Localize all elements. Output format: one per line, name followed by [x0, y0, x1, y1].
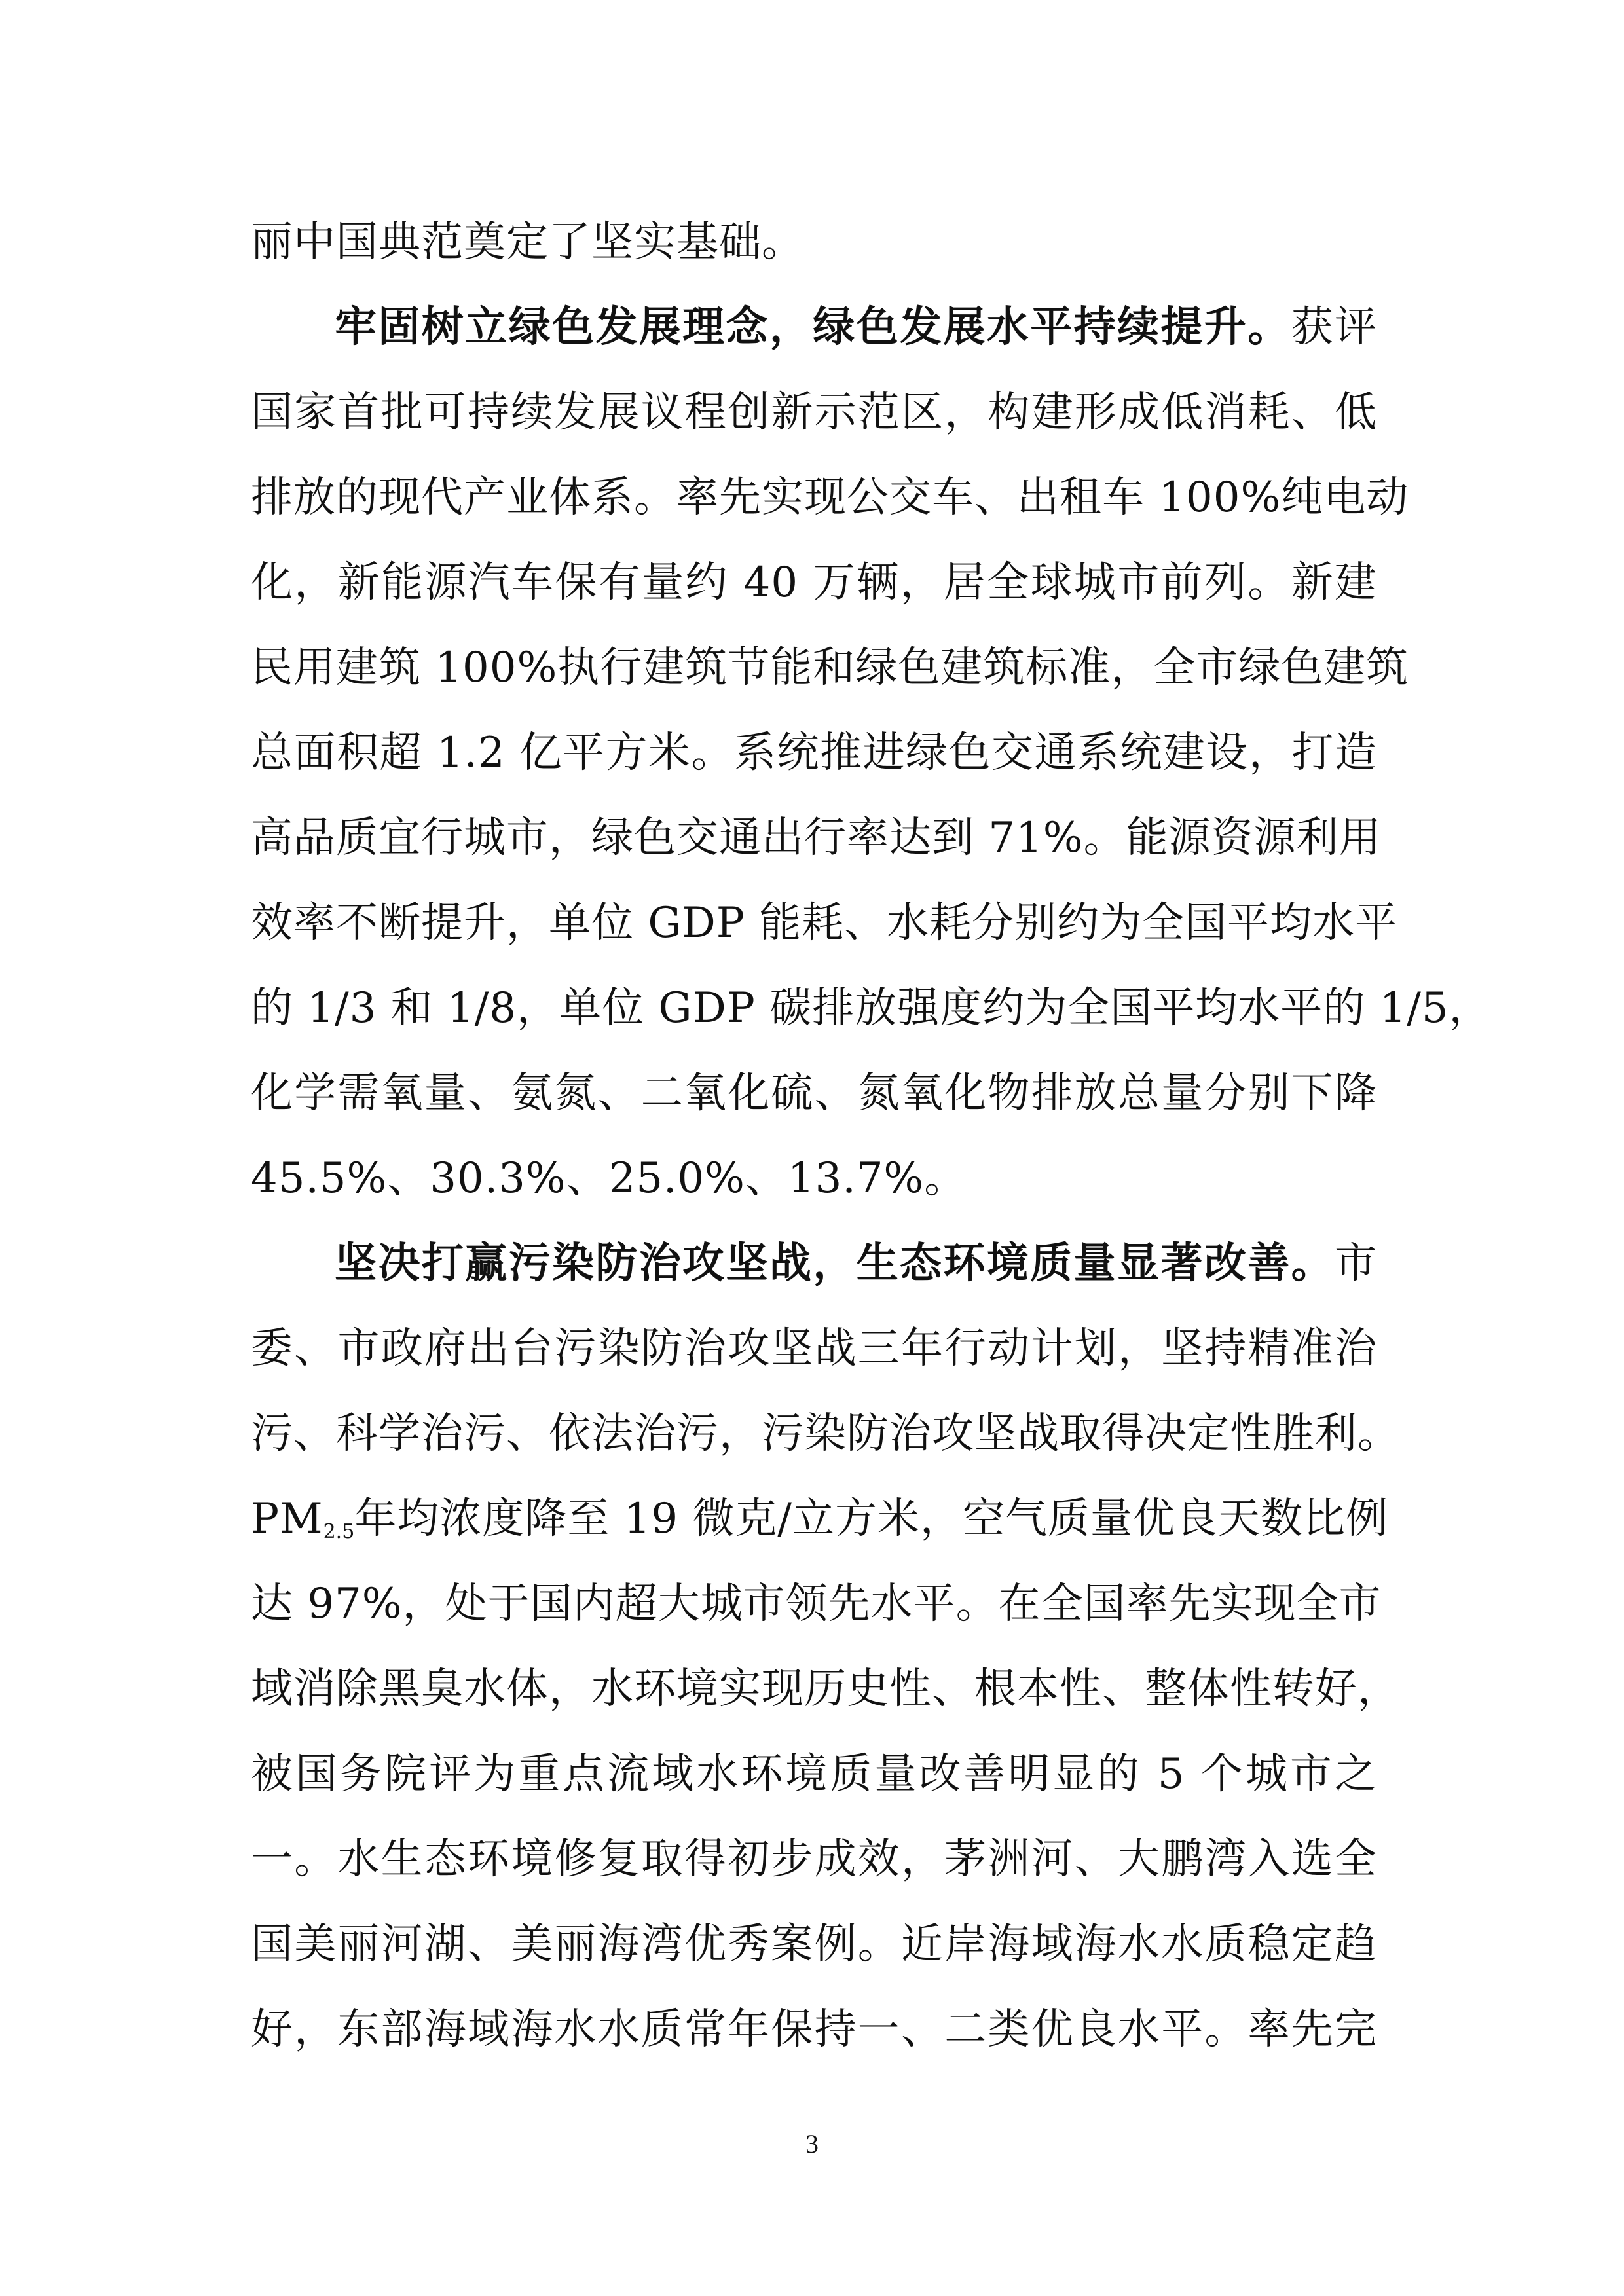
paragraph-heading-line [251, 301, 1377, 354]
text-line: 高品质宜行城市，绿色交通出行率达到 71%。能源资源利用 [251, 814, 1382, 862]
text-line: 污、科学治污、依法治污，污染防治攻坚战取得决定性胜利。 [251, 1410, 1400, 1458]
text-line: 效率不断提升，单位 GDP 能耗、水耗分别约为全国平均水平 [251, 899, 1398, 947]
text-line: 化，新能源汽车保有量约 40 万辆，居全球城市前列。新建 [251, 558, 1377, 607]
text-line: 的 1/3 和 1/8，单位 GDP 碳排放强度约为全国平均水平的 1/5， [251, 984, 1492, 1032]
paragraph-heading-line [251, 1237, 1377, 1290]
text-line: 委、市政府出台污染防治攻坚战三年行动计划，坚持精准治 [251, 1324, 1377, 1373]
text-line: 域消除黑臭水体，水环境实现历史性、根本性、整体性转好， [251, 1665, 1400, 1713]
paragraph-heading: 牢固树立绿色发展理念，绿色发展水平持续提升。 [335, 302, 1291, 352]
text-line: 45.5%、30.3%、25.0%、13.7%。 [251, 1154, 967, 1203]
text-line: 化学需氧量、氨氮、二氧化硫、氮氧化物排放总量分别下降 [251, 1069, 1377, 1118]
paragraph-heading: 坚决打赢污染防治攻坚战，生态环境质量显著改善。 [335, 1239, 1335, 1288]
pm-subscript: 2.5 [323, 1520, 355, 1543]
text-line: 总面积超 1.2 亿平方米。系统推进绿色交通系统建设，打造 [251, 729, 1377, 777]
text-line: 民用建筑 100%执行建筑节能和绿色建筑标准，全市绿色建筑 [251, 644, 1409, 692]
text-line: 排放的现代产业体系。率先实现公交车、出租车 100%纯电动 [251, 473, 1409, 522]
pm-label: $PM_{2.5}$ [251, 1495, 355, 1543]
text-line: 国家首批可持续发展议程创新示范区，构建形成低消耗、低 [251, 388, 1377, 437]
text-line: 被国务院评为重点流域水环境质量改善明显的 5 个城市之 [251, 1750, 1377, 1798]
text-line: 丽中国典范奠定了坚实基础。 [251, 218, 804, 266]
text-line [251, 1493, 1388, 1545]
page-number: 3 [805, 2129, 819, 2159]
text-span: 市 [1335, 1239, 1377, 1288]
text-line: 好，东部海域海水水质常年保持一、二类优良水平。率先完 [251, 2005, 1377, 2054]
text-line: 国美丽河湖、美丽海湾优秀案例。近岸海域海水水质稳定趋 [251, 1920, 1377, 1969]
text-span: 获评 [1291, 303, 1378, 352]
text-line: 一。水生态环境修复取得初步成效，茅洲河、大鹏湾入选全 [251, 1835, 1377, 1884]
text-span: 年均浓度降至 19 微克/立方米，空气质量优良天数比例 [354, 1495, 1388, 1543]
text-line: 达 97%，处于国内超大城市领先水平。在全国率先实现全市 [251, 1580, 1382, 1628]
